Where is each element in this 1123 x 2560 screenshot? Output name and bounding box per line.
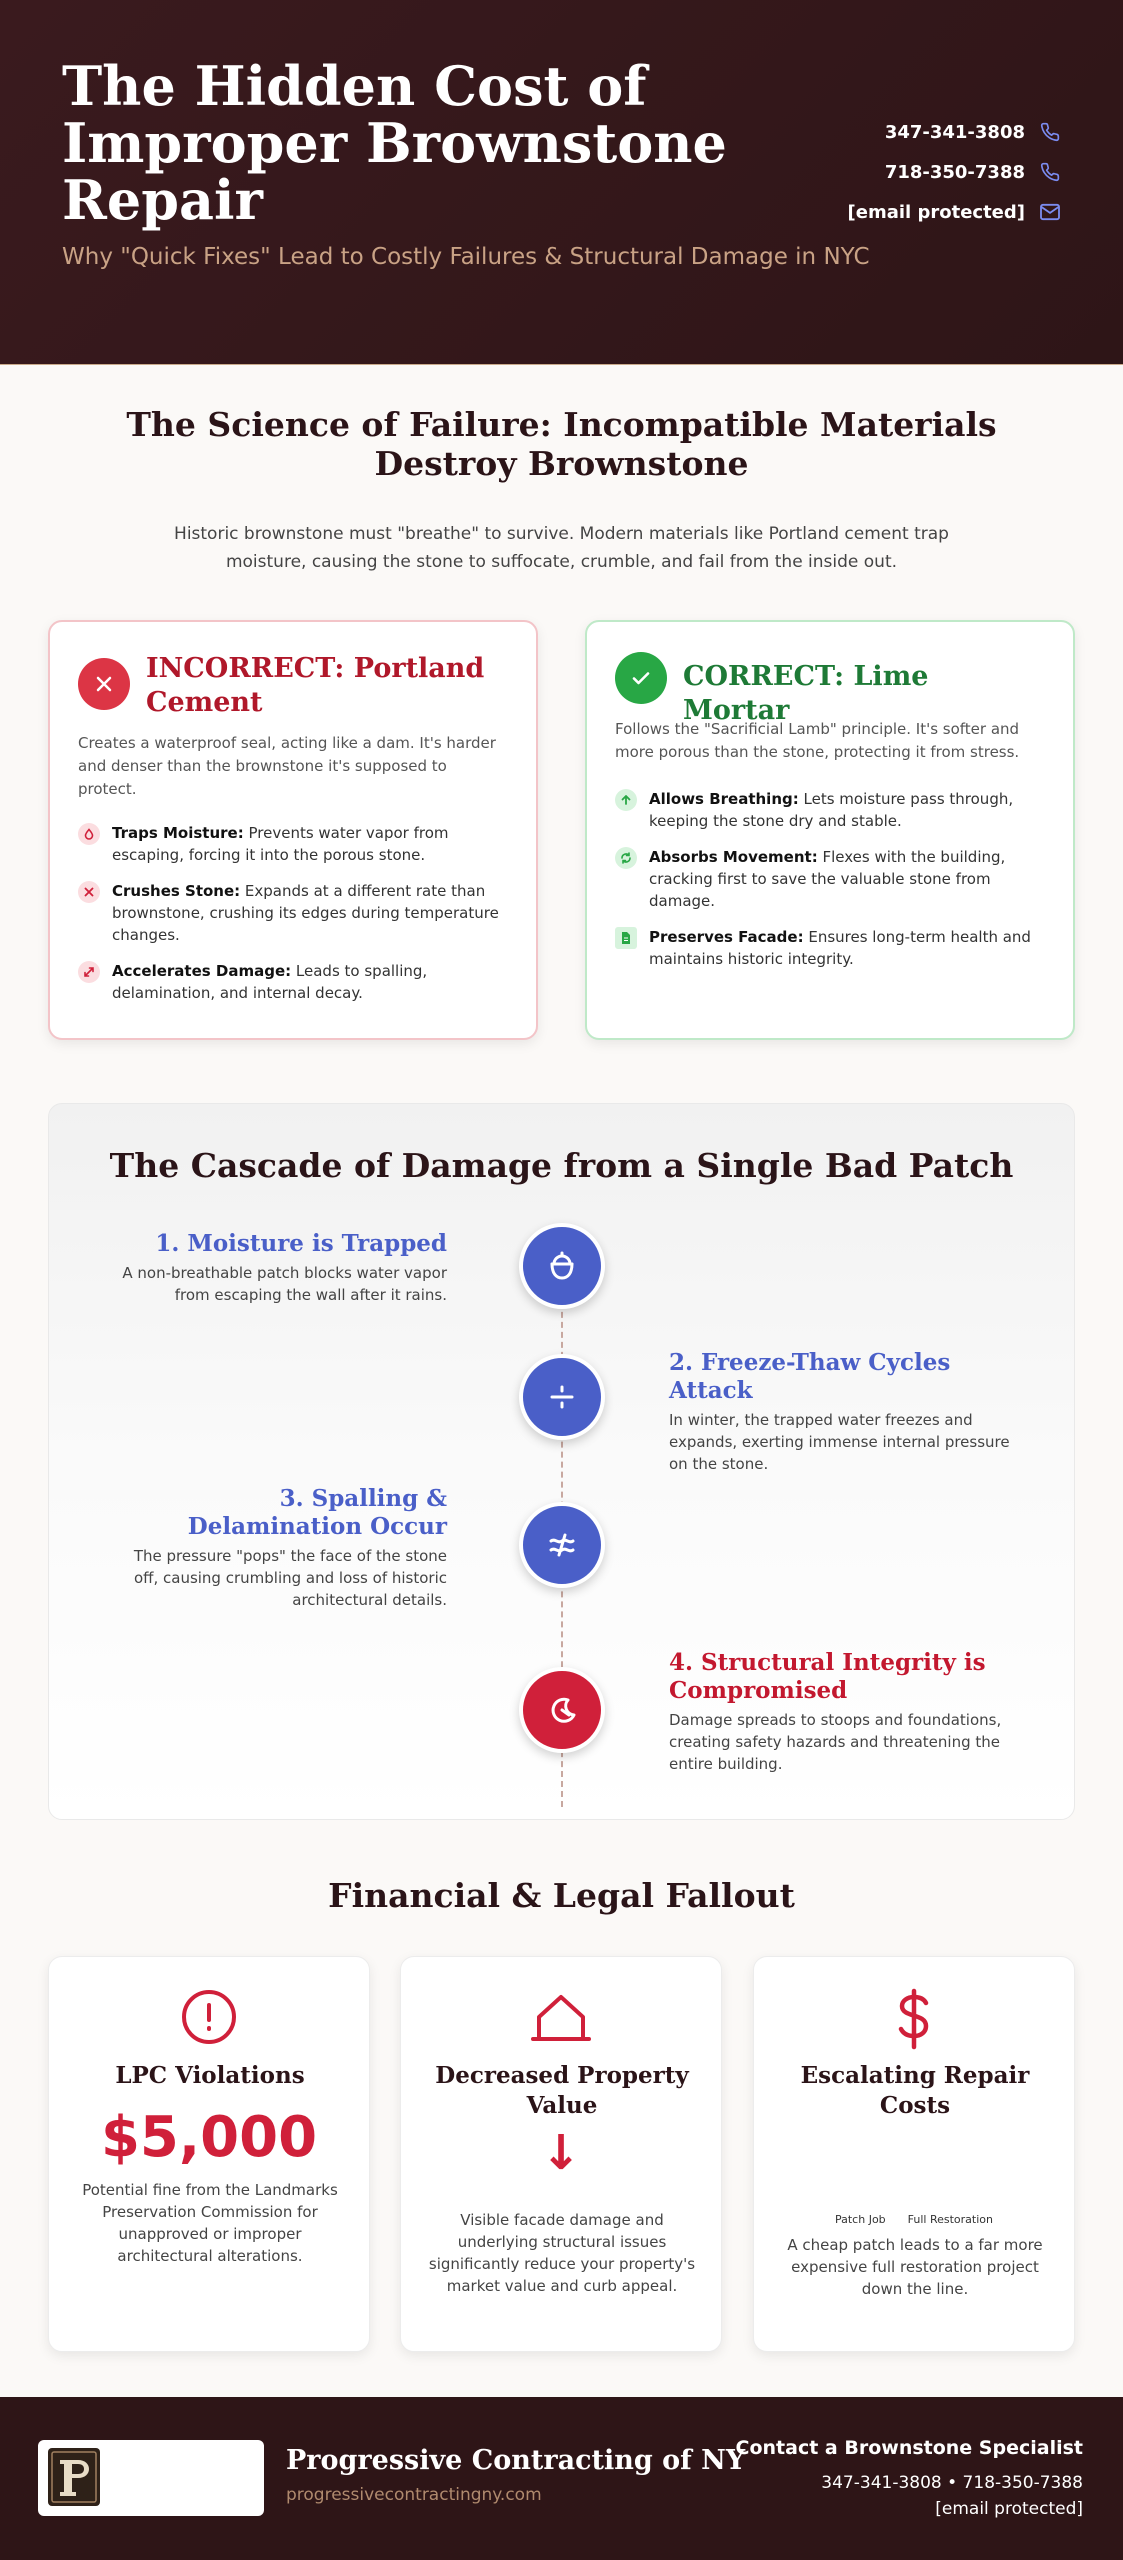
arrow-up-icon: [615, 789, 637, 811]
item-label: Preserves Facade:: [649, 928, 804, 946]
list-item: [615, 788, 1045, 832]
legend-item: Patch Job: [834, 2213, 886, 2226]
step-desc: Damage spreads to stoops and foundations, creating safety hazards and threatening the entire building.: [669, 1711, 1002, 1773]
fallout-card-value: [400, 1956, 722, 2352]
step-desc: The pressure "pops" the face of the stone off, causing crumbling and loss of historic architectural details.: [133, 1547, 447, 1609]
correct-card: [585, 620, 1075, 1040]
dollar-sign-icon: [754, 1987, 1074, 2047]
cascade-step-3: [117, 1485, 447, 1611]
correct-list: [615, 788, 1045, 984]
cascade-title: The Cascade of Damage from a Single Bad Patch: [109, 1146, 1014, 1185]
page-subtitle: Why "Quick Fixes" Lead to Costly Failures & Structural Damage in NYC: [62, 244, 870, 270]
list-item: [78, 960, 508, 1004]
crack-icon: [519, 1502, 605, 1588]
incorrect-intro: Creates a waterproof seal, acting like a dam. It's harder and denser than the brownstone it's supposed to protect.: [78, 734, 496, 798]
phone-icon: [1037, 120, 1063, 144]
step-title: 3. Spalling & Delamination Occur: [187, 1485, 447, 1540]
header-email[interactable]: [848, 200, 1063, 224]
card-desc: Visible facade damage and underlying structural issues significantly reduce your property's market value and curb appeal.: [428, 2211, 696, 2295]
cascade-step-2: [669, 1349, 1019, 1475]
logo-mark-icon: [46, 2446, 102, 2508]
fine-amount: $5,000: [100, 2105, 318, 2170]
page-title: The Hidden Cost of Improper Brownstone Repair: [62, 54, 727, 232]
fallout-title: Financial & Legal Fallout: [328, 1876, 795, 1915]
step-desc: A non-breathable patch blocks water vapor from escaping the wall after it rains.: [122, 1264, 447, 1304]
item-label: Crushes Stone:: [112, 882, 241, 900]
item-label: Absorbs Movement:: [649, 848, 818, 866]
incorrect-card: [48, 620, 538, 1040]
step-title: 4. Structural Integrity is Compromised: [669, 1649, 986, 1704]
company-logo[interactable]: [38, 2440, 264, 2516]
house-icon: [401, 1987, 721, 2047]
expand-arrows-icon: [78, 961, 100, 983]
x-circle-icon: [78, 658, 130, 710]
correct-intro: Follows the "Sacrificial Lamb" principle. It's softer and more porous than the stone, protecting it from stress.: [615, 720, 1020, 761]
cascade-section: [48, 1103, 1075, 1820]
item-label: Accelerates Damage:: [112, 962, 292, 980]
list-item: [78, 822, 508, 866]
science-description: Historic brownstone must "breathe" to survive. Modern materials like Portland cement trap moisture, causing the stone to suffocate, crumble, and fail from the inside out.: [174, 524, 949, 572]
phone-text[interactable]: 347-341-3808: [884, 121, 1025, 143]
list-item: [78, 880, 508, 946]
alert-circle-icon: [49, 1987, 369, 2047]
footer-email[interactable]: [email protected]: [935, 2499, 1083, 2519]
item-text: Leads to spalling, delamination, and internal decay.: [112, 962, 428, 1002]
footer-phones[interactable]: 347-341-3808 • 718-350-7388: [821, 2473, 1083, 2493]
footer-website-link[interactable]: progressivecontractingny.com: [286, 2485, 542, 2505]
item-text: Flexes with the building, cracking first to save the valuable stone from damage.: [649, 848, 1006, 910]
item-text: Ensures long-term health and maintains historic integrity.: [649, 928, 1031, 968]
header-contacts: [848, 120, 1063, 240]
card-desc: A cheap patch leads to a far more expensive full restoration project down the line.: [787, 2236, 1043, 2298]
cascade-step-4: [669, 1649, 1019, 1775]
check-circle-icon: [615, 652, 667, 704]
card-desc: Potential fine from the Landmarks Preservation Commission for unapproved or improper architectural alterations.: [82, 2181, 338, 2265]
legend-item: Full Restoration: [907, 2213, 993, 2226]
phone-text[interactable]: 718-350-7388: [884, 161, 1025, 183]
header-phone-1[interactable]: [848, 120, 1063, 144]
arrow-down-icon: ↓: [540, 2125, 582, 2181]
droplet-icon: [78, 823, 100, 845]
item-text: Expands at a different rate than brownstone, crushing its edges during temperature changes.: [112, 882, 499, 944]
water-vessel-icon: [519, 1223, 605, 1309]
science-title: The Science of Failure: Incompatible Materials Destroy Brownstone: [126, 405, 997, 483]
footer-cta: Contact a Brownstone Specialist: [735, 2437, 1083, 2459]
step-title: 2. Freeze-Thaw Cycles Attack: [669, 1349, 951, 1404]
footer-company: Progressive Contracting of NY: [286, 2445, 746, 2476]
cascade-step-1: [117, 1230, 447, 1306]
refresh-icon: [615, 847, 637, 869]
fallout-card-costs: [753, 1956, 1075, 2352]
incorrect-list: [78, 822, 508, 1018]
footer-contact: [736, 2437, 1083, 2519]
card-title: Decreased Property Value: [435, 2062, 689, 2119]
correct-title: CORRECT: Lime Mortar: [683, 661, 929, 726]
item-text: Prevents water vapor from escaping, forcing it into the porous stone.: [112, 824, 449, 864]
card-title: LPC Violations: [115, 2062, 305, 2089]
header-phone-2[interactable]: [848, 160, 1063, 184]
item-text: Lets moisture pass through, keeping the stone dry and stable.: [649, 790, 1014, 830]
fallout-card-lpc: [48, 1956, 370, 2352]
card-title: Escalating Repair Costs: [800, 2062, 1030, 2119]
item-label: Allows Breathing:: [649, 790, 799, 808]
chart-legend: [754, 2213, 1074, 2226]
email-text[interactable]: [email protected]: [847, 201, 1025, 223]
document-icon: [615, 927, 637, 949]
list-item: [615, 926, 1045, 970]
mail-icon: [1037, 200, 1063, 224]
page-footer: [0, 2397, 1123, 2560]
divide-icon: [519, 1354, 605, 1440]
x-icon: [78, 881, 100, 903]
page-header: [0, 0, 1123, 365]
phone-icon: [1037, 160, 1063, 184]
incorrect-title: INCORRECT: Portland Cement: [146, 653, 485, 718]
step-desc: In winter, the trapped water freezes and expands, exerting immense internal pressure on the stone.: [669, 1411, 1010, 1473]
list-item: [615, 846, 1045, 912]
moon-icon: [519, 1667, 605, 1753]
step-title: 1. Moisture is Trapped: [155, 1230, 447, 1257]
item-label: Traps Moisture:: [112, 824, 244, 842]
